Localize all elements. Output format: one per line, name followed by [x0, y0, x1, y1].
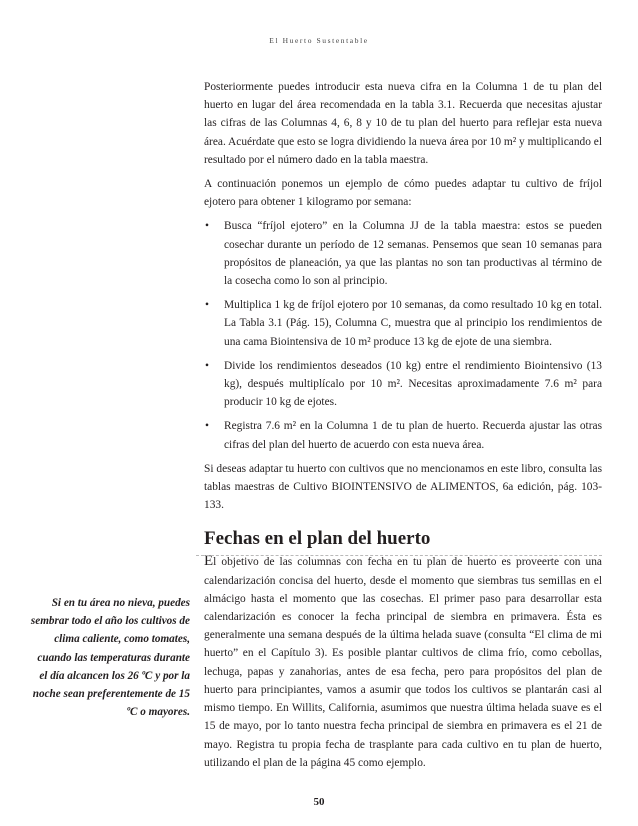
page-number: 50	[313, 796, 325, 808]
list-item-text: Registra 7.6 m² en la Columna 1 de tu plan de huerto. Recuerda ajustar las otras cifras del plan del huerto de acuerdo con esta nueva área.	[224, 420, 602, 451]
list-item-text: Multiplica 1 kg de fríjol ejotero por 10 semanas, da como resultado 10 kg en total. La Tabla 3.1 (Pág. 15), Columna C, muestra que al principio los rendimientos de una cama Biointensiva de 10 m² produce 13 kg de ejote de una siembra.	[224, 299, 602, 348]
paragraph-reference: Si deseas adaptar tu huerto con cultivos que no mencionamos en este libro, consulta las tablas maestras de Cultivo BIOINTENSIVO de ALIMENTOS, 6a edición, pág. 103-133.	[204, 462, 602, 512]
paragraph-dates	[204, 552, 602, 771]
list-item	[204, 217, 602, 290]
drop-cap: E	[204, 553, 214, 570]
main-text-column	[204, 78, 602, 778]
section-heading: Fechas en el plan del huerto	[204, 528, 431, 550]
bullet-marker: •	[205, 420, 209, 433]
sidebar-note: Si en tu área no nieva, puedes sembrar todo el año los cultivos de clima caliente, como tomates, cuando las temperaturas durante el día alcancen los 26 ºC y por la noche sean preferentemente de 15 ºC o mayores.	[30, 597, 190, 719]
list-item-text: Divide los rendimientos deseados (10 kg) entre el rendimiento Biointensivo (13 kg), después multiplícalo por 10 m². Necesitas aproximadamente 7.6 m² para producir 10 kg de ejotes.	[224, 359, 602, 409]
section-divider	[196, 555, 602, 556]
bullet-marker: •	[205, 220, 209, 233]
paragraph-example-intro: A continuación ponemos un ejemplo de cómo puedes adaptar tu cultivo de fríjol ejotero para obtener 1 kilogramo por semana:	[204, 178, 602, 209]
bullet-marker: •	[205, 299, 209, 312]
paragraph-dates-text: l objetivo de las columnas con fecha en tu plan de huerto es proveerte con una calendarización concisa del huerto, desde el momento que siembras tus semillas en el almácigo hasta el momento que las cosechas. El primer paso para desarrollar esta calendarización es conocer la fecha principal de siembra en primavera. Ésta es generalmente una semana después de la última helada suave (consulta “El clima de mi huerto” en el Capítulo 3). Es posible plantar cultivos de clima frío, como cebollas, lechuga, papas y zanahorias, antes de esa fecha, pero para propósitos del plan de huerto para principiantes, vamos a asumir que todos los cultivos se plantarán casi al mismo tiempo. En Willits, California, asumimos que nuestra última helada suave es el 15 de mayo, por lo tanto nuestra fecha principal de siembra en primavera es el 21 de mayo. Registra tu propia fecha de trasplante para cada cultivo en tu plan de huerto, utilizando el plan de la página 45 como ejemplo.	[204, 556, 602, 769]
list-item	[204, 296, 602, 351]
paragraph-intro: Posteriormente puedes introducir esta nueva cifra en la Columna 1 de tu plan del huerto en lugar del área recomendada en la tabla 3.1. Recuerda que necesitas ajustar las cifras de las Columnas 4, 6, 8 y 10 de tu plan del huerto para reflejar esta nueva área. Acuérdate que esto se logra dividiendo la nueva área por 10 m² y multiplicando el resultado por el número dado en la tabla maestra.	[204, 81, 602, 166]
example-steps-list	[204, 217, 602, 453]
bullet-marker: •	[205, 359, 209, 372]
running-header: El Huerto Sustentable	[269, 36, 369, 45]
list-item-text: Busca “fríjol ejotero” en la Columna JJ de la tabla maestra: estos se pueden cosechar durante un período de 12 semanas. Pensemos que sean 10 semanas para propósitos de planeación, ya que las plantas no son tan productivas al término de la cosecha como lo son al principio.	[224, 220, 602, 288]
list-item	[204, 357, 602, 412]
list-item	[204, 417, 602, 453]
